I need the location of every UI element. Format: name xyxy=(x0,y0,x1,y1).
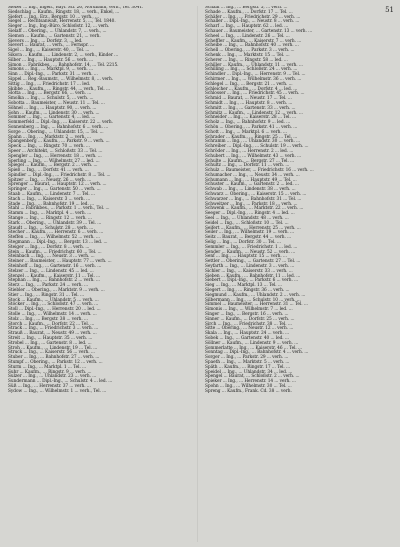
directory-entry: Schmitz ... Kaufm., ... Lindenstr. 12 ... verh. ... xyxy=(205,110,303,116)
directory-entry: Sinner ... Kaufm., ... Dorfstr. 25 ... verh. ... xyxy=(205,316,295,322)
page-number: 51 xyxy=(385,6,394,14)
directory-entry: Sobotta ... Baumeister, ... Neustr. 11 ... Tel. ... xyxy=(8,100,105,106)
directory-entry: Schott ... Ing., ... Marktpl. 6 ... verh. ... xyxy=(205,129,287,135)
directory-entry: Schreiber ... Dipl.-Ing., ... Schulstr. 19 ... verh. ... xyxy=(205,144,309,150)
directory-entry: Sundermann ... Dipl.-Ing., ... Schulstr. 4 ... led. ... xyxy=(8,379,113,385)
directory-entry: Schmidt ... Ing., ... Hauptstr. 8 ... verh. ... xyxy=(205,100,293,106)
directory-entry: Settler ... Obering., ... Gartenstr. 27 ... Tel. ... xyxy=(205,259,301,265)
directory-entry: Spengler ... Ing., ... Herrenstr. 18 ... verh. ... xyxy=(8,153,102,159)
directory-entry: Siegert ... Ing., ... Ringstr. 36 ... verh. ... xyxy=(205,288,290,294)
directory-entry: Siemon ... Kaufm., ... Gartenstr. 21, ... verh. xyxy=(8,33,101,39)
directory-entry: Stolz ... Ing., ... Bergstr. 38 ... verh. ... xyxy=(8,316,88,322)
directory-entry: Sievert ... Baurat, ... verh., ... Fernspr. ... xyxy=(8,43,94,49)
directory-entry: Sonntag ... Dipl.-Ing., ... Bahnhofstr. 4 ... verh. ... xyxy=(205,350,309,356)
directory-entry: Spiegel ... Kaufm., ... Bergstr. 2 ... verh. ... xyxy=(8,163,98,169)
directory-entry: Spahn ... Ing., ... Marktstr. 2 ... verh. ... xyxy=(8,134,91,140)
directory-entry: Sterz ... Ing., ... Parkstr. 24 ... verh. ... xyxy=(8,283,88,289)
directory-entry: Spangenberg ... Kaufm., ... Parkstr. 9 ... verh. ... xyxy=(8,139,110,145)
directory-entry: Stade ... Ing., ... Bahnhofstr. 19 ... led. ... xyxy=(8,201,95,207)
directory-entry: Sitte ... Obering., ... Neustr. 12 ... verh. ... xyxy=(205,326,294,332)
directory-entry: Streit ... Ing., ... Hauptstr. 35 ... verh. ... xyxy=(8,335,93,341)
directory-entry: Stecher ... Kaufm., ... Herrenstr. 6 ... verh. ... xyxy=(8,230,104,236)
directory-entry: Sperling ... Ing., ... Wilhelmstr. 27 ... led. ... xyxy=(8,158,100,164)
directory-entry: Scheffler ... Kaufm., ... Kaiserstr. 7 ... verh. ... xyxy=(205,38,302,44)
directory-entry: Schwarz ... Obering., ... Kaiserstr. 15 ... verh. ... xyxy=(205,192,307,198)
directory-entry: Strack ... Ing., ... Friedrichstr. 3 ... verh. ... xyxy=(8,326,99,332)
column-gutter xyxy=(197,6,198,542)
directory-entry: Stier ... Ing., ... Ringstr. 31 ... Tel. ... xyxy=(8,292,84,298)
directory-entry: Staudt ... Ing., ... Schulstr. 28 ... verh. ... xyxy=(8,225,94,231)
directory-entry: Sichler ... Ing., ... Kaiserstr. 33 ... verh. ... xyxy=(205,268,293,274)
directory-entry: Sittig ... Ing., ... Friedrichstr. 17 ... led. xyxy=(8,81,91,87)
directory-entry: Scholz ... Ing., ... Bahnhofstr. 9 ... led. ... xyxy=(205,120,291,126)
directory-entry: Sinn ... Dipl.-Ing., ... Parkstr. 31 ... verh. ... xyxy=(8,72,98,78)
directory-entry: Sommerlatte ... Ing., ... Kaiserstr. 46 ... Tel. ... xyxy=(205,345,302,351)
directory-entry: Sielaff ... Obering., ... Uhlandstr. 7, ... verh., ... xyxy=(8,28,107,34)
directory-entry: Sulzer ... Ing., ... Uhlandstr. 23 ... verh. ... xyxy=(8,374,97,380)
directory-entry: Sigel ... Ing., ... Kaiserstr. 40, ... Tel. ... xyxy=(8,48,90,54)
directory-entry: Schaller ... Dipl.-Ing., ... Neustr. 8 ... verh. ... xyxy=(205,19,300,25)
directory-entry: Scharf ... Ing., ... Hauptstr. 62 ... led. ... xyxy=(205,24,289,30)
directory-entry: Schlosser ... Ing., ... Friedrichstr. 45 ... verh. ... xyxy=(205,91,305,97)
directory-entry: Stoll ... Dipl.-Ing., ... Herrenstr. 20 ... led. ... xyxy=(8,307,101,313)
directory-entry: Stark ... Obering., ... Uhlandstr. 39 ... Tel. ... xyxy=(8,220,102,226)
directory-entry: Sohn ... Kaufm., ... Lindenstr. 30 ... verh. ... xyxy=(8,110,100,116)
directory-entry: Sender ... Kaufm., ... Neustr. 52 ... verh. ... xyxy=(205,249,296,255)
directory-entry: Smolka ... Ing., ... Schulstr. 5, ... verh. ... xyxy=(8,96,94,102)
directory-entry: Steiger ... Ing., ... Dorfstr. 8 ... verh. ... xyxy=(8,244,90,250)
directory-entry: Sievers ... Ing., ... Dorfstr. 3, ... led. xyxy=(8,38,83,44)
directory-entry: Schwab ... Ing., ... Lindenstr. 38 ... verh. ... xyxy=(205,187,296,193)
directory-column-left xyxy=(8,6,191,542)
directory-entry: Sieben ... Kaufm., ... Bahnhofstr. 11 ... led. ... xyxy=(205,273,301,279)
directory-entry: Spaeth ... Ing., ... Marktstr. 5 ... verh. ... xyxy=(205,359,290,365)
directory-entry: Schirmer ... Ing., ... Wilhelmstr. 36 ... verh. ... xyxy=(205,76,302,82)
directory-entry: Spreng ... Kaufm., Frank. Cd. 38 ... verh. xyxy=(205,388,292,394)
directory-entry: Stelzer ... Ing., ... Lindenstr. 45 ... led. ... xyxy=(8,268,94,274)
directory-entry: Spindler ... Dipl.-Ing., ... Friedrichstr. 8 ... Tel. ... xyxy=(8,172,111,178)
directory-entry: Schiller ... Kaufm., ... Uhlandstr. 11 ... verh. ... xyxy=(205,62,303,68)
directory-entry: Stange ... Ing., ... Ringstr. 12 ... verh. ... xyxy=(8,216,92,222)
directory-entry: Seeger ... Dipl.-Ing., ... Ringstr. 4 ... led. ... xyxy=(205,211,295,217)
directory-entry: Spitzer ... Ing., ... Neustr. 26 ... verh. ... xyxy=(8,177,92,183)
directory-entry: Springer ... Ing., ... Gartenstr. 50 ... verh. ... xyxy=(8,187,101,193)
directory-entry: Spieker ... Ing., ... Herrenstr. 14 ... verh. ... xyxy=(205,379,296,385)
directory-entry: Scheibe ... Ing., ... Bahnhofstr. 40 ... verh. ... xyxy=(205,43,299,49)
directory-entry: Späth ... Kaufm., ... Ringstr. 17 ... Tel. ... xyxy=(205,364,290,370)
directory-entry: Schmitt ... Ing., ... Gartenstr. 33 ... verh. ... xyxy=(205,105,296,111)
directory-entry: Speck ... Ing., ... Ringstr. 70 ... verh. ... xyxy=(8,144,90,150)
directory-entry: Schön ... Obering., ... Parkstr. 41 ... verh. ... xyxy=(205,124,298,130)
directory-entry: Stumpf ... Obering., ... Parkstr. 12 ... verh. ... xyxy=(8,359,103,365)
directory-entry: Schwenk ... Kaufm., ... Marktstr. 22 ... verh. ... xyxy=(205,206,304,212)
directory-entry: Skala ... Ing., ... Hauptstr. 24 ... verh. ... xyxy=(205,331,290,337)
directory-entry: Sikora ... Kaufm., ... Lindenstr. 2, ... verh., Kinder ... xyxy=(8,52,119,58)
directory-entry: Schweitzer ... Ing., ... Parkstr. 18 ... verh. ... xyxy=(205,201,298,207)
directory-entry: Sobek ... Ing., ... Gartenstr. 40 ... led. ... xyxy=(205,335,289,341)
directory-entry: Schlegel ... Ing., ... Bergstr. 21 ... verh. ... xyxy=(205,81,293,87)
directory-entry: Seitz ... Baurat, ... Bergstr. 44 ... verh. ... xyxy=(205,235,292,241)
directory-entry: Stahl ... Fabrikbes., ... Parkstr. 1 ... verh., Tel. ... xyxy=(8,206,110,212)
directory-entry: Schilling ... Ing., ... Schloßstr. 24 ... verh. ... xyxy=(205,67,298,73)
directory-entry: Schneider ... Ing., ... Kaiserstr. 28 ... Tel. ... xyxy=(205,115,297,121)
directory-entry: Stuber ... Ing., ... Bahnhofstr. 27 ... verh. ... xyxy=(8,355,100,361)
directory-entry: Sommerfeld ... Dipl.-Ing., ... Kaiserstr. 22 ... verh. xyxy=(8,120,113,126)
directory-entry: Stroh ... Kaufm., ... Lindenstr. 19 ... Tel. ... xyxy=(8,345,98,351)
directory-entry: Schrader ... Kaufm., ... Ringstr. 25 ... Tel. ... xyxy=(205,134,298,140)
directory-entry: Spengel ... Baurat, ... Schloßstr. 2 ... verh. ... xyxy=(205,374,300,380)
directory-column-right xyxy=(205,6,388,542)
directory-entry: Spieß ... Ing., ... Dorfstr. 41 ... verh. ... xyxy=(8,168,89,174)
directory-entry: Seyfarth ... Ing., ... Lindenstr. 3 ... verh. ... xyxy=(205,264,295,270)
directory-entry: Seel ... Ing., ... Uhlandstr. 48 ... verh. ... xyxy=(205,216,289,222)
directory-entry: Schmid ... Baurat, ... Neustr. 17 ... Tel. ... xyxy=(205,96,292,102)
directory-entry: Sprenger ... Baurat, ... Hauptstr. 12 ... verh. ... xyxy=(8,182,107,188)
directory-entry: Sieber ... Ing., Ingen., Bayr. Str. 26, Nordbahn, verh., Tel. 3041. xyxy=(8,6,144,10)
directory-entry: Silbermann ... Ing., ... Schulstr. 10 ... verh. ... xyxy=(205,297,301,303)
directory-entry: Siegmund ... Kaufm., ... Uhlandstr. 2 ... verh. ... xyxy=(205,292,306,298)
directory-entry: Steinbach ... Ing., ... Neustr. 3 ... verh. ... xyxy=(8,254,95,260)
directory-entry: Scheel ... Ing., ... Lindenstr. 26 ... Tel. ... xyxy=(205,33,290,39)
directory-entry: Schulz ... Baumeister, ... Friedrichstr. 16 ... verh. ... xyxy=(205,168,314,174)
directory-entry: Scherer ... Ing., ... Ringstr. 58 ... led. ... xyxy=(205,57,288,63)
directory-entry: Simmel ... Baumeister, ... Herrenstr. 31 ... Tel. ... xyxy=(205,302,308,308)
directory-entry: Seidel ... Ing., ... Schloßstr. 10 ... Tel. ... xyxy=(205,220,289,226)
directory-entry: Schade ... Kaufm., ... Dorfstr. 17 ... Tel. ... xyxy=(205,9,293,15)
directory-entry: Schell ... Obering., ... Parkstr. 3 ... verh. ... xyxy=(205,48,295,54)
directory-entry: Staab ... Kaufm., ... Lindenstr. 7 ... Tel. ... xyxy=(8,192,95,198)
directory-entry: Semmler ... Ing., ... Friedrichstr. 1 ... led. ... xyxy=(205,244,298,250)
directory-entry: Siebert ... Dipl.-Ing., ... Parkstr. 6 ... verh. ... xyxy=(205,278,299,284)
directory-entry: Strobel ... Ing., ... Gartenstr. 8 ... led. ... xyxy=(8,340,92,346)
directory-entry: Söllner ... Kaufm., ... Lindenstr. 9 ... verh. ... xyxy=(205,340,299,346)
directory-entry: Selig ... Ing., ... Dorfstr. 30 ... Tel. ... xyxy=(205,240,281,246)
directory-entry: Spohn ... Ing., ... Wilhelmstr. 30 ... Tel. ... xyxy=(205,383,292,389)
directory-entry: Singer ... Ing., ... Bergstr. 16 ... verh. ... xyxy=(205,312,289,317)
directory-entry: Simonis ... Ing., ... Wilhelmstr. 7 ... led. ... xyxy=(205,307,293,313)
directory-entry: Stach ... Ing., ... Kaiserstr. 3 ... verh. ... xyxy=(8,196,91,202)
directory-entry: Steffen ... Ing., ... Wilhelmstr. 52 ... verh. ... xyxy=(8,235,100,241)
directory-entry: Schindler ... Dipl.-Ing., ... Herrenstr. 9 ... Tel. ... xyxy=(205,72,306,78)
directory-entry: Schleicher ... Kaufm., ... Dorfstr. 4 ... led. ... xyxy=(205,86,298,92)
directory-entry: Seiler ... Ing., ... Wilhelmstr. 19 ... verh. ... xyxy=(205,230,294,236)
directory-entry: Schumann ... Ing., ... Hauptstr. 49 ... Tel. ... xyxy=(205,177,297,183)
directory-entry: Schäfer ... Ing., ... Friedrichstr. 29 ... verh. ... xyxy=(205,14,301,20)
directory-entry: Sorge ... Obering., ... Uhlandstr. 15, ... Tel. ... xyxy=(8,129,104,135)
directory-entry: Stock ... Kaufm., ... Uhlandstr. 5 ... verh. ... xyxy=(8,297,99,303)
directory-entry: Stegmann ... Dipl.-Ing., ... Bergstr. 13 ... led. ... xyxy=(8,240,108,246)
directory-entry: Speidel ... Ing., ... Uhlandstr. 34 ... led. ... xyxy=(205,369,293,375)
directory-entry: Schramm ... Ing., ... Uhlandstr. 30 ... verh. ... xyxy=(205,139,301,145)
directory-entry: Schulte ... Kaufm., ... Bergstr. 27 ... Tel. ... xyxy=(205,158,295,164)
directory-entry: Storch ... Kaufm., ... Dorfstr. 22 ... Tel. ... xyxy=(8,321,95,327)
directory-entry: Stenzel ... Kaufm., ... Kaiserstr. 11 ... Tel. ... xyxy=(8,273,101,279)
directory-entry: Schaaf ... Ing., ... Bergstr. 5, ... verh. ... xyxy=(205,6,288,10)
directory-entry: Skibbe ... Kaufm., ... Ringstr. 44, ... verh., Tel. ... xyxy=(8,86,111,92)
directory-entry: Stephan ... Ing., ... Bahnhofstr. 2 ... verh. ... xyxy=(8,278,100,284)
directory-entry: Stiebler ... Obering., ... Marktstr. 9 ... verh. ... xyxy=(8,288,105,294)
directory-entry: Schultz ... Ing., ... Dorfstr. 11 ... verh. ... xyxy=(205,163,290,169)
directory-entry: Schauer ... Baumeister, ... Gartenstr. 13 ... verh. ... xyxy=(205,28,313,34)
directory-entry: Siedschlag ... Kaufm., Ringstr. 18, ... verh., Enkel, ... xyxy=(8,9,120,15)
directory-entry: Schröder ... Ing., ... Herrenstr. 2 ... led. ... xyxy=(205,148,294,154)
directory-entry: Sorger ... Ing., ... Parkstr. 29 ... verh. ... xyxy=(205,355,289,361)
directory-entry: Struck ... Ing., ... Kaiserstr. 56 ... verh. ... xyxy=(8,350,95,356)
directory-entry: Simon ... Fabrikbes., ... Bahnhofstr. 14, ... Tel. 2215. xyxy=(8,62,119,68)
directory-entry: Siegel ... Rechtsanwalt, Herrenstr. 5, ..., Tel. 1840. xyxy=(8,19,116,25)
directory-entry: Stamm ... Ing., ... Marktpl. 4 ... verh. ... xyxy=(8,211,92,217)
directory-entry: Siefert ... Ing., Erz., Bergstr. 10 ... verh., ... xyxy=(8,14,100,20)
directory-entry: Slotta ... Ing., ... Bergstr. 66, ... verh. ... xyxy=(8,91,92,97)
directory-entry: Schuster ... Kaufm., ... Gartenstr. 2 ... led. ... xyxy=(205,182,299,188)
directory-entry: Sieg ... Ing., ... Marktpl. 13 ... Tel. ... xyxy=(205,283,282,289)
directory-entry: Stolle ... Ing., ... Wilhelmstr. 14 ... verh. ... xyxy=(8,312,97,317)
directory-entry: Steiner ... Baumeister, ... Hauptstr. 77 ... verh. ... xyxy=(8,259,112,265)
directory-entry: Senf ... Ing., ... Hauptstr. 15 ... verh. ... xyxy=(205,254,287,260)
directory-entry: Sippel ... Reg.-Baumstr., ... Wilhelmstr. 8, ... verh. xyxy=(8,76,114,82)
directory-entry: Schubert ... Ing., ... Wilhelmstr. 43 ... verh. ... xyxy=(205,153,302,159)
directory-entry: Simons ... Ing., ... Marktpl. 9, ... verh. ... xyxy=(8,67,94,73)
directory-entry: Sieger ... Ing., Ing.-Büro, Schloßstr. 12, ... verh. xyxy=(8,24,110,30)
directory-entry: Schumacher ... Ing., ... Neustr. 34 ... verh. ... xyxy=(205,172,300,178)
directory-entry: Seifert ... Kaufm., ... Herrenstr. 25 ... verh. ... xyxy=(205,225,301,231)
directory-entry: Schenk ... Ing., ... Marktstr. 15 ... Tel. ... xyxy=(205,52,290,58)
directory-entry: Schwarzer ... Ing., ... Bahnhofstr. 31 ... Tel. ... xyxy=(205,196,302,202)
directory-entry: Speer ... Architekt, ... Schloßstr. 33 ... Tel. ... xyxy=(8,148,103,154)
directory-entry: Stöcker ... Ing., ... Schloßstr. 47 ... verh. ... xyxy=(8,302,99,308)
directory-entry: Stein ... Kaufm., ... Friedrichstr. 60 ... Tel. ... xyxy=(8,249,102,255)
directory-entry: Sydow ... Ing., ... Wilhelmstr. 1 ... verh., Tel. ... xyxy=(8,388,107,394)
directory-entry: Strauß ... Baurat, ... Neustr. 49 ... verh. ... xyxy=(8,331,97,337)
directory-entry: Suhr ... Kaufm., ... Ringstr. 9 ... verh. ... xyxy=(8,369,92,375)
directory-entry: Silber ... Ing., ... Hauptstr. 56 ... verh. ... xyxy=(8,57,94,63)
directory-entry: Süß ... Ing., ... Herrenstr. 37 ... verh. ... xyxy=(8,383,91,389)
directory-entry: Söhnel ... Ing., ... Hauptstr. 90, ... verh. ... xyxy=(8,105,97,111)
directory-entry: Steinhoff ... Ing., ... Gartenstr. 16 ... verh. ... xyxy=(8,264,102,270)
directory-entry: Sonnenberg ... Ing., ... Bahnhofstr. 6 ... verh. ... xyxy=(8,124,109,130)
directory-entry: Sirch ... Ing., ... Friedrichstr. 38 ... Tel. ... xyxy=(205,321,292,327)
directory-entry: Sturm ... Ing., ... Marktpl. 1 ... Tel. ... xyxy=(8,364,87,370)
directory-entry: Sommer ... Ing., ... Gartenstr. 4, ... led. ... xyxy=(8,115,96,121)
